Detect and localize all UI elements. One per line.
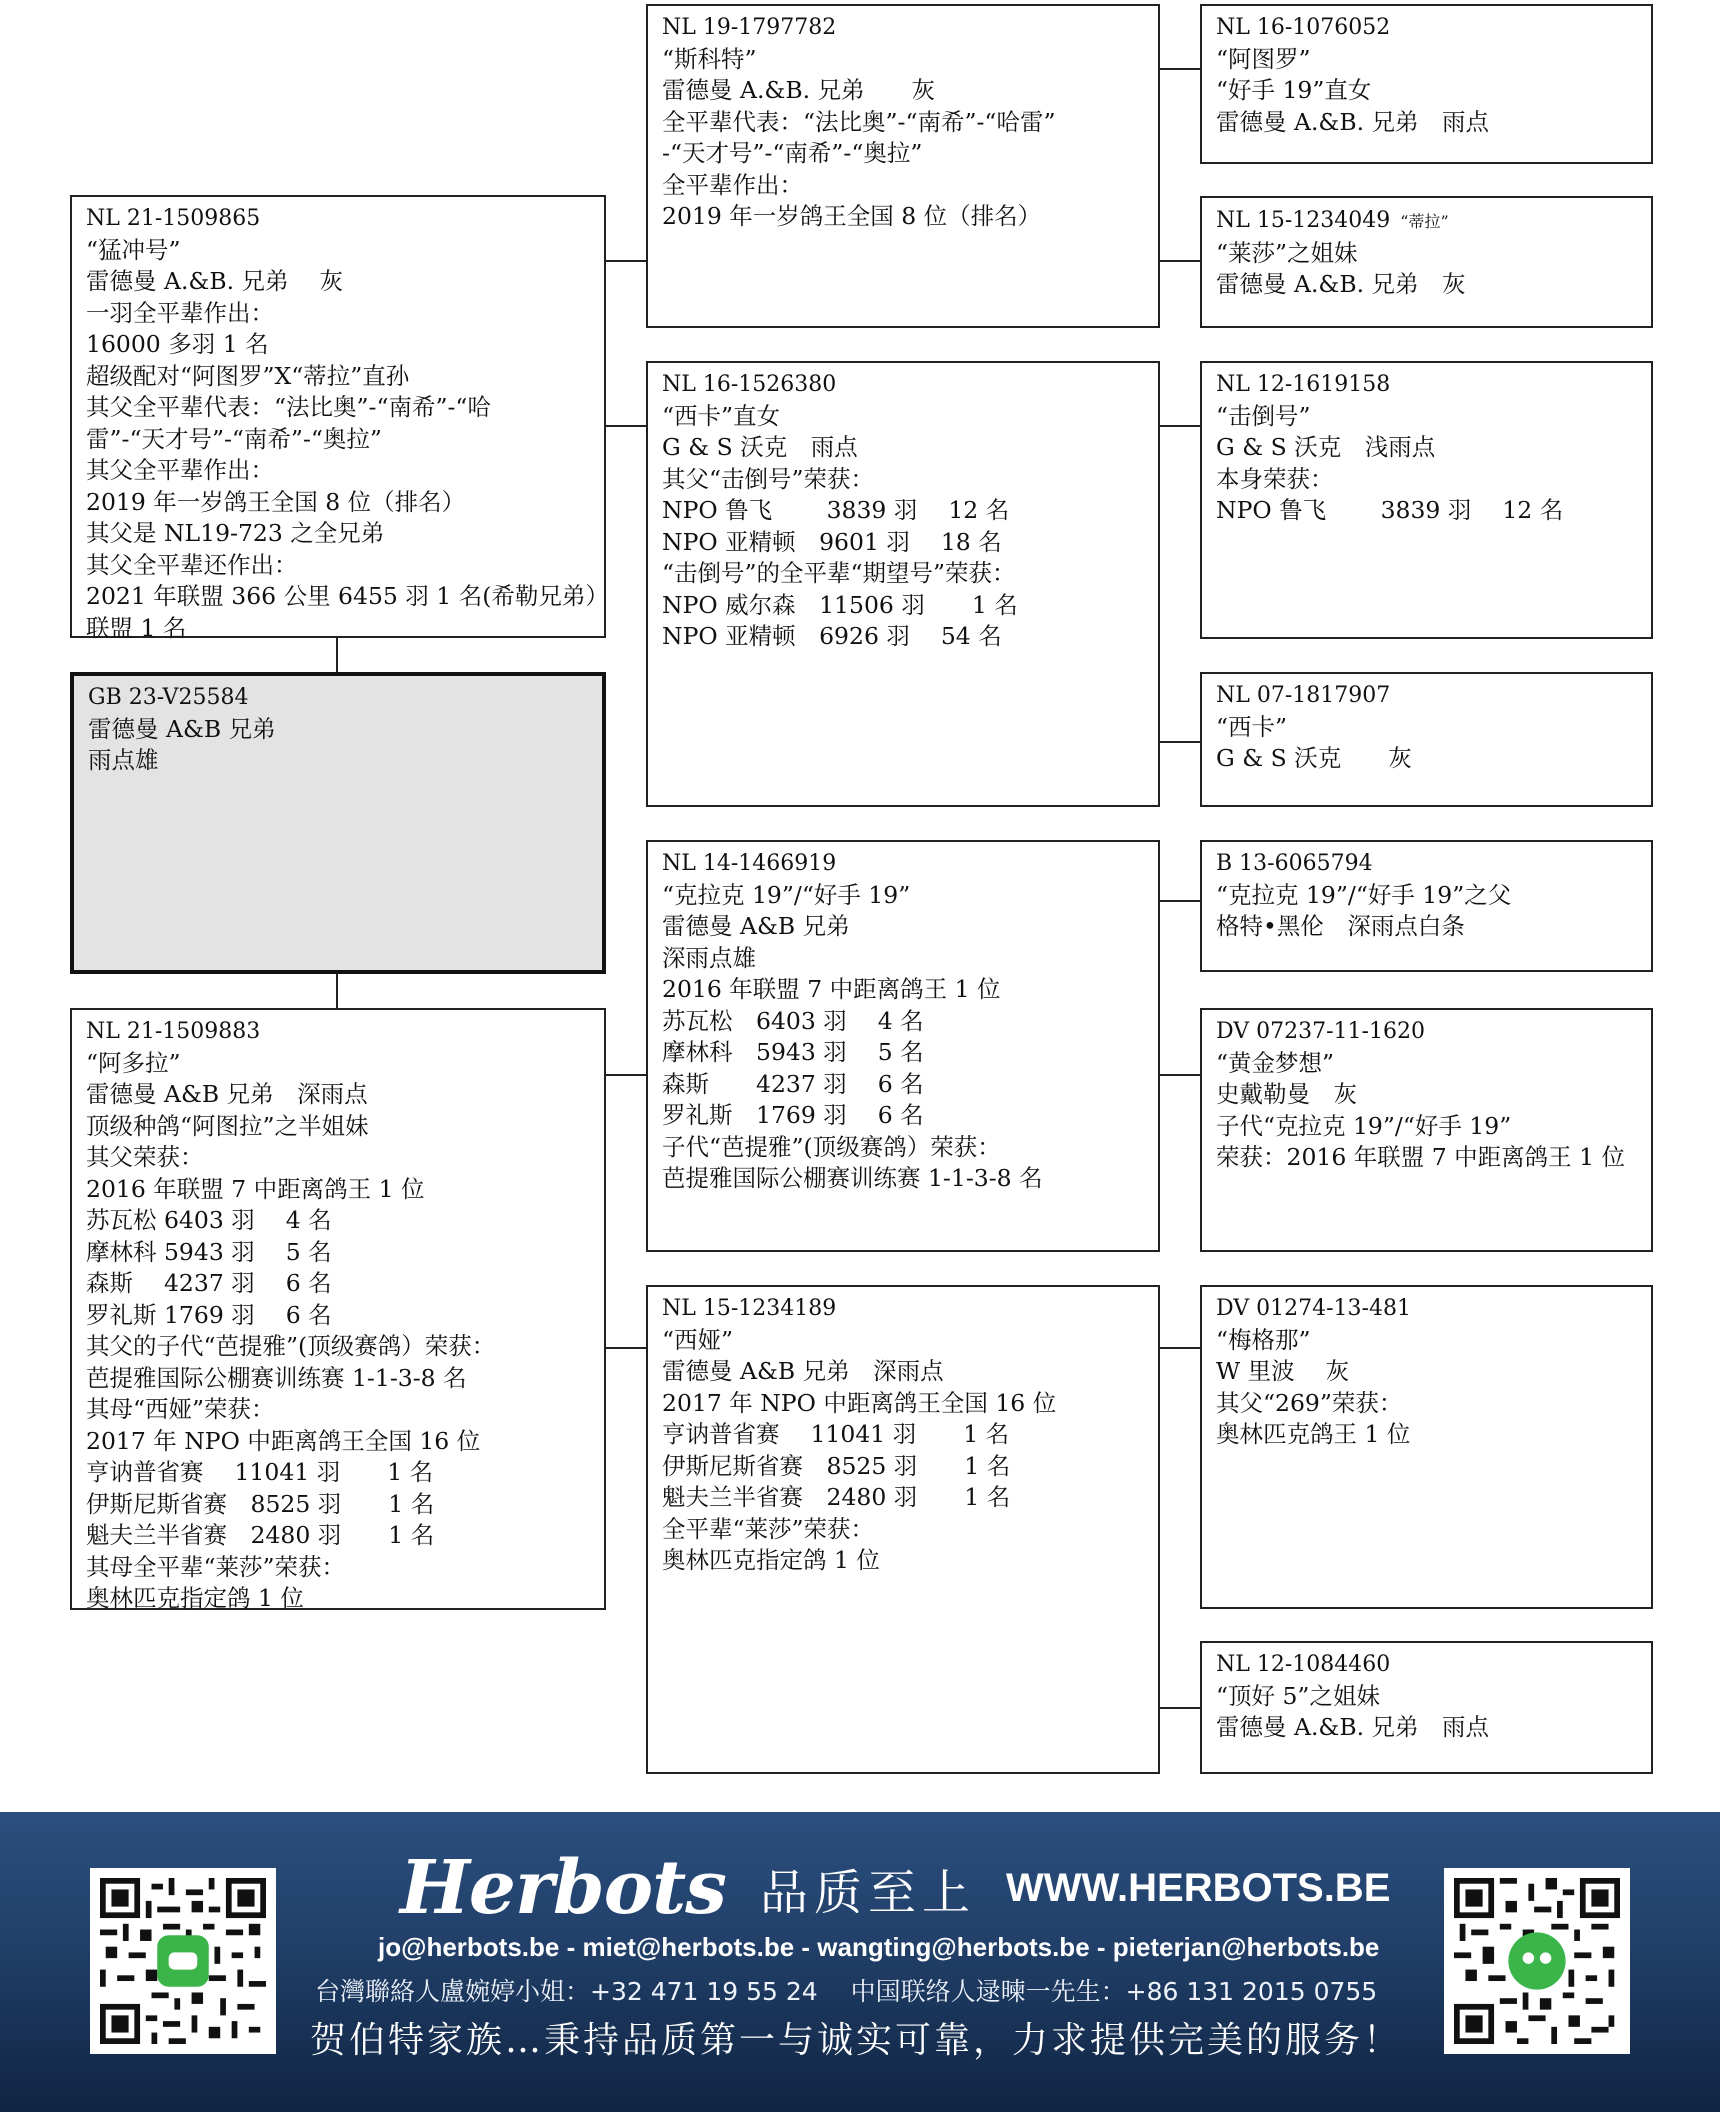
contact-phones: 台灣聯絡人盧婉婷小姐：+32 471 19 55 24 中国联络人逯暕一先生：+86 131 2015 0755 — [315, 1977, 1378, 2006]
pedigree-text-line: 雷德曼 A&B 兄弟 深雨点 — [662, 1357, 944, 1385]
pedigree-text-line: NPO 亚精顿 6926 羽 54 名 — [662, 622, 1002, 650]
pedigree-text-line: 雷德曼 A.&B. 兄弟 雨点 — [1216, 1713, 1490, 1741]
pedigree-text-line: 16000 多羽 1 名 — [86, 330, 269, 358]
pedigree-text-line: 其父“击倒号”荣获： — [662, 464, 875, 493]
pedigree-text-line: 摩林科 5943 羽 5 名 — [86, 1237, 332, 1266]
pedigree-text-line: 雷德曼 A.&B. 兄弟 雨点 — [1216, 107, 1490, 136]
connector-line — [1159, 1347, 1201, 1349]
pedigree-box-dds — [1200, 1285, 1653, 1609]
pedigree-text-line: -“天才号”-“南希”-“奥拉” — [662, 139, 923, 167]
pedigree-box-dam — [70, 1008, 606, 1610]
pedigree-text-line: 2017 年 NPO 中距离鸽王全国 16 位 — [86, 1426, 481, 1455]
pedigree-text-line: 雷”-“天才号”-“南希”-“奥拉” — [86, 424, 382, 453]
ring-number: DV 07237-11-1620 — [1216, 1019, 1425, 1044]
pedigree-text-line: 奥林匹克指定鸽 1 位 — [86, 1584, 304, 1612]
pedigree-text-line: “黄金梦想” — [1216, 1048, 1335, 1077]
pedigree-text-line: 超级配对“阿图罗”X“蒂拉”直孙 — [86, 361, 410, 390]
pedigree-box-dss — [1200, 840, 1653, 972]
pedigree-text-line: 其父是 NL19-723 之全兄弟 — [86, 519, 385, 547]
connector-line — [336, 972, 338, 1010]
pedigree-text-line: “西娅” — [662, 1325, 734, 1354]
ring-note: “蒂拉” — [1400, 212, 1449, 231]
pedigree-text-line: “克拉克 19”/“好手 19” — [662, 880, 911, 909]
pedigree-text-line: 罗礼斯 1769 羽 6 名 — [662, 1101, 924, 1129]
brand-slogan: 品质至上 — [759, 1864, 976, 1921]
footer-tagline: 贺伯特家族…秉持品质第一与诚实可靠，力求提供完美的服务！ — [310, 2020, 1403, 2061]
pedigree-text-line: 本身荣获： — [1216, 464, 1334, 493]
pedigree-text-line: 2017 年 NPO 中距离鸽王全国 16 位 — [662, 1388, 1057, 1417]
pedigree-text-line: 全平辈代表：“法比奥”-“南希”-“哈雷” — [662, 107, 1056, 136]
connector-line — [1159, 900, 1201, 902]
pedigree-text-line: G & S 沃克 浅雨点 — [1216, 433, 1436, 461]
pedigree-text-line: “好手 19”直女 — [1216, 76, 1372, 104]
pedigree-text-line: “阿图罗” — [1216, 44, 1311, 73]
pedigree-text-line: 格特•黑伦 深雨点白条 — [1216, 912, 1465, 940]
connector-line — [1159, 1074, 1201, 1076]
pedigree-text-line: 顶级种鸽“阿图拉”之半姐妹 — [86, 1111, 369, 1140]
pedigree-text-line: 史戴勒曼 灰 — [1216, 1080, 1357, 1108]
pedigree-text-line: “西卡” — [1216, 712, 1288, 741]
pedigree-text-line: 雨点雄 — [88, 746, 159, 774]
pedigree-text-line: 雷德曼 A&B 兄弟 — [88, 714, 276, 743]
pedigree-text-line: “阿多拉” — [86, 1048, 181, 1077]
ring-number: B 13-6065794 — [1216, 851, 1373, 876]
footer-brand — [400, 1845, 1390, 1931]
ring-number: NL 21-1509865 — [86, 206, 261, 231]
pedigree-text-line: NPO 亚精顿 9601 羽 18 名 — [662, 527, 1002, 556]
ring-number: DV 01274-13-481 — [1216, 1296, 1411, 1321]
connector-line — [605, 1074, 647, 1076]
pedigree-text-line: 2016 年联盟 7 中距离鸽王 1 位 — [662, 975, 1001, 1003]
wechat-icon — [1508, 1932, 1565, 1989]
contact-emails[interactable]: jo@herbots.be - miet@herbots.be - wangting@herbots.be - pieterjan@herbots.be — [378, 1932, 1380, 1962]
pedigree-box-sds — [1200, 361, 1653, 639]
pedigree-text-line: 森斯 4237 羽 6 名 — [86, 1269, 332, 1297]
pedigree-text-line: 子代“芭提雅”(顶级赛鸽）荣获： — [662, 1132, 1001, 1161]
pedigree-text-line: 芭提雅国际公棚赛训练赛 1-1-3-8 名 — [86, 1363, 467, 1392]
pedigree-text-line: 其父“269”荣获： — [1216, 1388, 1403, 1417]
ring-number: NL 12-1084460 — [1216, 1652, 1391, 1677]
connector-line — [605, 425, 647, 427]
pedigree-text-line: 雷德曼 A&B 兄弟 — [662, 912, 850, 940]
pedigree-text-line: 雷德曼 A.&B. 兄弟 灰 — [662, 76, 936, 104]
pedigree-text-line: 雷德曼 A.&B. 兄弟 灰 — [86, 267, 344, 295]
pedigree-text-line: 摩林科 5943 羽 5 名 — [662, 1038, 924, 1066]
pedigree-box-ddd — [1200, 1641, 1653, 1774]
herbots-logo[interactable]: Herbots — [400, 1845, 726, 1931]
pedigree-text-line: 苏瓦松 6403 羽 4 名 — [86, 1206, 332, 1234]
ring-number: GB 23-V25584 — [88, 685, 249, 710]
qr-code-icon — [1454, 1878, 1620, 2044]
pedigree-box-subject — [70, 672, 606, 974]
pedigree-box-sire — [70, 195, 609, 642]
pedigree-text-line: “克拉克 19”/“好手 19”之父 — [1216, 880, 1512, 909]
connector-line — [1159, 741, 1201, 743]
pedigree-text-line: NPO 威尔森 11506 羽 1 名 — [662, 590, 1018, 619]
pedigree-text-line: G & S 沃克 灰 — [1216, 744, 1412, 772]
pedigree-text-line: 其母“西娅”荣获： — [86, 1395, 275, 1423]
pedigree-text-line: 奥林匹克鸽王 1 位 — [1216, 1420, 1411, 1448]
pedigree-text-line: 奥林匹克指定鸽 1 位 — [662, 1546, 880, 1574]
pedigree-box-sdd — [1200, 672, 1653, 807]
pedigree-text-line: 2016 年联盟 7 中距离鸽王 1 位 — [86, 1174, 425, 1203]
connector-line — [605, 260, 647, 262]
pedigree-box-ssd — [1200, 196, 1653, 328]
pedigree-text-line: 其父荣获： — [86, 1143, 204, 1171]
connector-line — [1159, 425, 1201, 427]
pedigree-text-line: “西卡”直女 — [662, 401, 781, 430]
pedigree-text-line: 雷德曼 A&B 兄弟 深雨点 — [86, 1080, 368, 1108]
pedigree-text-line: “击倒号”的全平辈“期望号”荣获： — [662, 559, 1016, 587]
ring-number: NL 15-1234189 — [662, 1296, 837, 1321]
pedigree-text-line: 苏瓦松 6403 羽 4 名 — [662, 1006, 924, 1035]
pedigree-text-line: 亨讷普省赛 11041 羽 1 名 — [662, 1420, 1010, 1448]
pedigree-text-line: 其父的子代“芭提雅”(顶级赛鸽）荣获： — [86, 1332, 496, 1360]
connector-line — [605, 1347, 647, 1349]
pedigree-box-sss — [1200, 4, 1653, 164]
pedigree-text-line: “梅格那” — [1216, 1325, 1311, 1354]
pedigree-text-line: “猛冲号” — [86, 235, 181, 264]
ring-number: NL 19-1797782 — [662, 15, 837, 40]
pedigree-text-line: 全平辈“莱莎”荣获： — [662, 1514, 875, 1543]
pedigree-text-line: 魁夫兰半省赛 2480 羽 1 名 — [662, 1483, 1011, 1511]
pedigree-text-line: NPO 鲁飞 3839 羽 12 名 — [662, 496, 1010, 524]
ring-number: NL 21-1509883 — [86, 1019, 261, 1044]
pedigree-box-dam-sire — [646, 840, 1160, 1252]
ring-row — [1216, 204, 1637, 238]
pedigree-text-line: “莱莎”之姐妹 — [1216, 238, 1358, 267]
pedigree-text-line: 雷德曼 A.&B. 兄弟 灰 — [1216, 270, 1466, 298]
pedigree-text-line: 荣获：2016 年联盟 7 中距离鸽王 1 位 — [1216, 1143, 1626, 1171]
pedigree-text-line: “斯科特” — [662, 44, 757, 73]
pedigree-box-dam-dam — [646, 1285, 1160, 1774]
qr-code-icon — [100, 1878, 266, 2044]
pedigree-text-line: 伊斯尼斯省赛 8525 羽 1 名 — [662, 1451, 1011, 1480]
pedigree-text-line: NPO 鲁飞 3839 羽 12 名 — [1216, 496, 1564, 524]
pedigree-text-line: 森斯 4237 羽 6 名 — [662, 1069, 924, 1098]
pedigree-text-line: 全平辈作出： — [662, 170, 803, 199]
pedigree-text-line: 其父全平辈作出： — [86, 456, 274, 484]
wechat-qr-code[interactable] — [1444, 1868, 1630, 2054]
connector-line — [1159, 260, 1201, 262]
pedigree-box-sire-dam — [646, 361, 1160, 807]
pedigree-text-line: 芭提雅国际公棚赛训练赛 1-1-3-8 名 — [662, 1164, 1043, 1192]
pedigree-text-line: 伊斯尼斯省赛 8525 羽 1 名 — [86, 1489, 435, 1518]
pedigree-text-line: 2021 年联盟 366 公里 6455 羽 1 名(希勒兄弟） — [86, 582, 609, 610]
pedigree-text-line: W 里波 灰 — [1216, 1357, 1350, 1385]
pedigree-text-line: “击倒号” — [1216, 401, 1311, 430]
pedigree-text-line: “顶好 5”之姐妹 — [1216, 1681, 1380, 1710]
website-link[interactable]: WWW.HERBOTS.BE — [1005, 1865, 1391, 1910]
ring-number: NL 07-1817907 — [1216, 683, 1391, 708]
pedigree-box-dsd — [1200, 1008, 1653, 1252]
ring-number: NL 16-1526380 — [662, 372, 837, 397]
pedigree-text-line: 其母全平辈“莱莎”荣获： — [86, 1552, 346, 1581]
ring-number: NL 14-1466919 — [662, 851, 837, 876]
line-qr-code[interactable] — [90, 1868, 276, 2054]
pedigree-box-sire-sire — [646, 4, 1160, 328]
pedigree-text-line: G & S 沃克 雨点 — [662, 433, 858, 461]
pedigree-text-line: 其父全平辈还作出： — [86, 550, 298, 579]
connector-line — [1159, 1707, 1201, 1709]
connector-line — [1159, 68, 1201, 70]
pedigree-text-line: 深雨点雄 — [662, 943, 756, 972]
pedigree-text-line: 其父全平辈代表：“法比奥”-“南希”-“哈 — [86, 393, 491, 421]
pedigree-text-line: 联盟 1 名 — [86, 613, 187, 642]
pedigree-text-line: 亨讷普省赛 11041 羽 1 名 — [86, 1458, 434, 1486]
ring-number: NL 15-1234049 — [1216, 208, 1391, 233]
pedigree-text-line: 子代“克拉克 19”/“好手 19” — [1216, 1111, 1512, 1140]
pedigree-text-line: 2019 年一岁鸽王全国 8 位（排名） — [662, 202, 1042, 230]
pedigree-text-line: 一羽全平辈作出： — [86, 298, 274, 327]
ring-number: NL 16-1076052 — [1216, 15, 1391, 40]
pedigree-text-line: 罗礼斯 1769 羽 6 名 — [86, 1300, 332, 1329]
pedigree-text-line: 2019 年一岁鸽王全国 8 位（排名） — [86, 487, 466, 516]
pedigree-text-line: 魁夫兰半省赛 2480 羽 1 名 — [86, 1521, 435, 1549]
ring-number: NL 12-1619158 — [1216, 372, 1391, 397]
